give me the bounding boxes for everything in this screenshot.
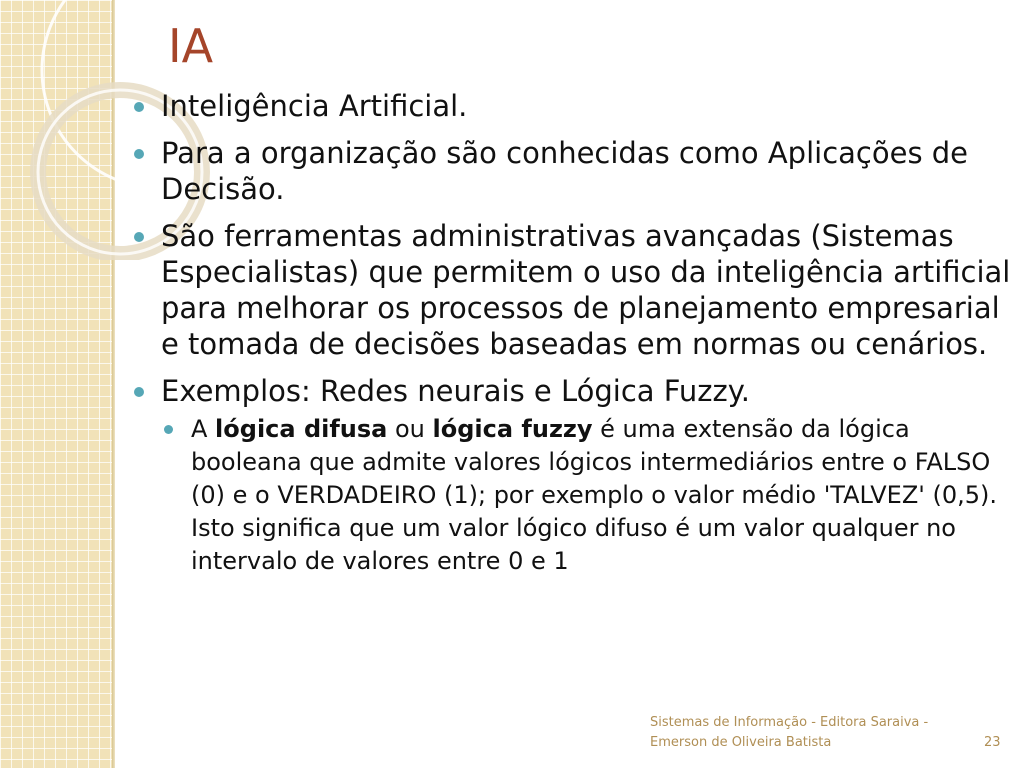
bullet-dot-icon xyxy=(134,149,144,159)
page-number: 23 xyxy=(984,735,1001,750)
bullet-item xyxy=(131,135,1011,207)
bullet-text: Para a organização são conhecidas como Aplicações de Decisão. xyxy=(161,136,969,206)
bullet-text: Exemplos: Redes neurais e Lógica Fuzzy. xyxy=(161,374,750,408)
bullet-text: São ferramentas administrativas avançadas (Sistemas Especialistas) que permitem o uso da inteligência artificial para melhorar os processos de planejamento empresarial e tomada de decisões baseadas em normas ou cenários. xyxy=(161,219,1011,361)
sub-bullet-item xyxy=(161,413,1011,578)
sub-bullet-bold-term-2: lógica fuzzy xyxy=(432,415,593,443)
sub-bullet-text-part2: ou xyxy=(387,415,433,443)
bullet-item xyxy=(131,88,1011,124)
sub-bullet-text-part3: é uma extensão da lógica booleana que admite valores lógicos intermediários entre o FALSO (0) e o VERDADEIRO (1); por exemplo o valor médio 'TALVEZ' (0,5). Isto significa que um valor lógico difuso é um valor qualquer no intervalo de valores entre 0 e 1 xyxy=(191,415,998,575)
bullet-dot-icon xyxy=(134,232,144,242)
bullet-item xyxy=(131,218,1011,362)
footer-credit xyxy=(650,713,928,753)
bullet-text: Inteligência Artificial. xyxy=(161,89,468,123)
bullet-dot-icon xyxy=(134,387,144,397)
footer-line-2: Emerson de Oliveira Batista xyxy=(650,735,832,750)
sub-bullet-text-part1: A xyxy=(191,415,216,443)
slide-content xyxy=(131,88,1011,578)
sub-bullet-bold-term-1: lógica difusa xyxy=(215,415,388,443)
footer-line-1: Sistemas de Informação - Editora Saraiva - xyxy=(650,715,929,730)
slide-title: IA xyxy=(168,19,214,73)
bullet-item xyxy=(131,373,1011,409)
sub-bullet-dot-icon xyxy=(164,425,173,434)
bullet-dot-icon xyxy=(134,102,144,112)
